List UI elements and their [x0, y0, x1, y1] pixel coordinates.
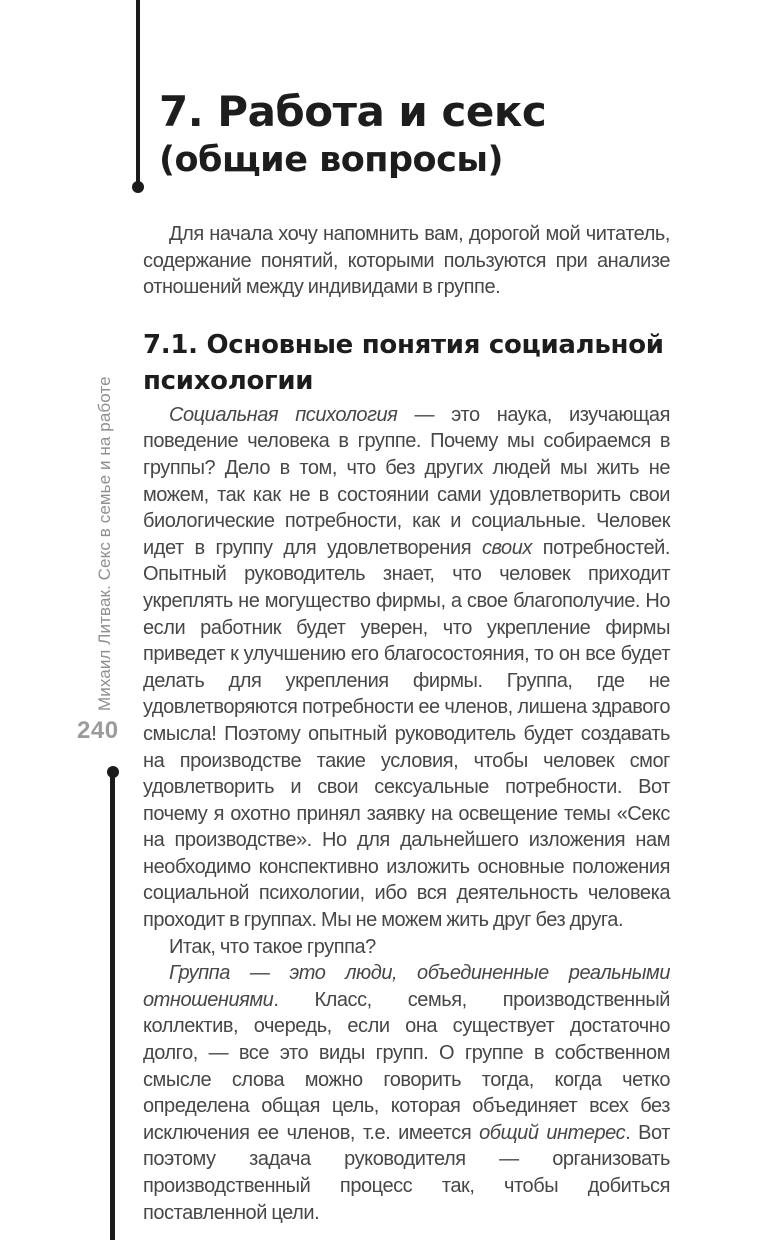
chapter-title-line2: (общие вопросы) [159, 140, 503, 180]
paragraph1-italic-word: своих [481, 536, 532, 559]
paragraph3-text-b: . Вот поэтому задача руководителя — организовать производственный процесс так, чтобы добиться поставленной цели. [143, 1121, 670, 1224]
paragraph3-italic-term: общий интерес [479, 1121, 626, 1144]
paragraph3-italic-definition: Группа — это люди, объединенные реальными отношениями [143, 962, 670, 1011]
paragraph3-text-a: . Класс, семья, производственный коллектив, очередь, если она существует достаточно долго, — все это виды групп. О группе в собственном смысле слова можно говорить тогда, когда четко определена общая цель, которая объединяет всех без исключения ее членов, т.е. имеется [143, 988, 670, 1144]
text-column [143, 0, 670, 1226]
page-number: 240 [77, 717, 119, 744]
body-paragraph-3 [143, 960, 670, 1226]
intro-paragraph: Для начала хочу напомнить вам, дорогой мой читатель, содержание понятий, которыми пользуются при анализе отношений между индивидами в группе. [143, 223, 670, 299]
chapter-title-line1: 7. Работа и секс [159, 87, 547, 136]
margin-rule-line [110, 775, 115, 1240]
margin-book-title-text: Михаил Литвак. Секс в семье и на работе [95, 376, 114, 711]
body-paragraph-1 [143, 402, 670, 934]
chapter-rule-line [136, 0, 140, 184]
body-paragraph-2: Итак, что такое группа? [169, 935, 376, 958]
paragraph1-text-a: — это наука, изучающая поведение человека в группе. Почему мы собираемся в группы? Дело в том, что без других людей мы жить не можем, так как не в состоянии сами удовлетворить свои биологические потребности, как и социальные. Человек идет в группу для удовлетворения [143, 403, 670, 559]
paragraph1-italic-term: Социальная психология [169, 403, 398, 426]
margin-book-title [93, 363, 117, 711]
section-heading: 7.1. Основные понятия социальной психологии [143, 329, 664, 396]
paragraph1-text-b: потребностей. Опытный руководитель знает, что человек приходит укреплять не могущество фирмы, а свое благополучие. Но если работник будет уверен, что укрепление фирмы приведет к улучшению его благосостояния, то он все будет делать для укрепления фирмы. Группа, где не удовлетворяются потребности ее членов, лишена здравого смысла! Поэтому опытный руководитель будет создавать на производстве такие условия, чтобы человек смог удовлетворить и свои сексуальные потребности. Вот почему я охотно принял заявку на освещение темы «Секс на производстве». Но для дальнейшего изложения нам необходимо конспективно изложить основные положения социальной психологии, ибо вся деятельность человека проходит в группах. Мы не можем жить друг без друга. [143, 536, 670, 932]
